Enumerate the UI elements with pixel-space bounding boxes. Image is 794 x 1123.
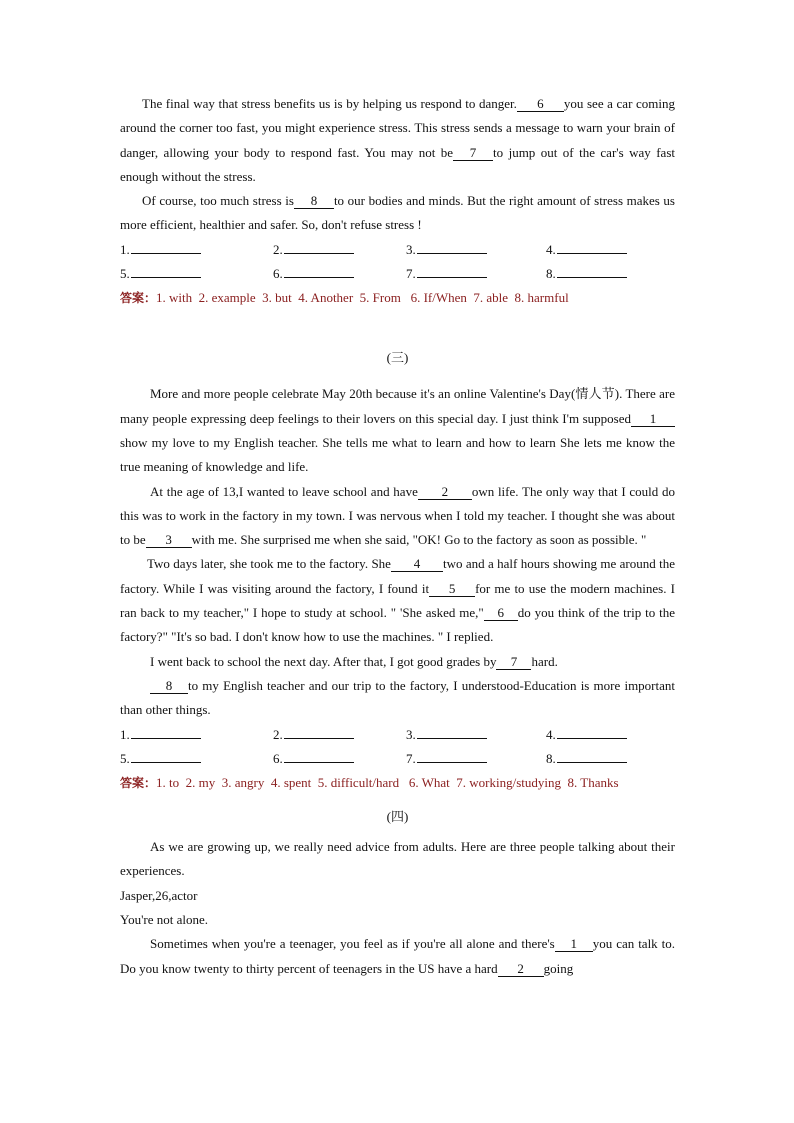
paragraph: As we are growing up, we really need advice from adults. Here are three people talking about their experiences. <box>120 839 675 879</box>
answer-blank[interactable]: 8 <box>294 193 334 209</box>
document-page <box>120 92 675 981</box>
answer-line[interactable] <box>131 263 201 278</box>
answer-blank[interactable]: 1 <box>555 936 593 952</box>
answer-line[interactable] <box>417 239 487 254</box>
answer-line[interactable] <box>284 724 354 739</box>
paragraph: Of course, too much stress is 8 to our bodies and minds. But the right amount of stress makes us more efficient, healthier and safer. So, don't refuse stress ! <box>120 193 675 233</box>
answer-line[interactable] <box>557 263 627 278</box>
answer-line[interactable] <box>284 748 354 763</box>
answer-blank[interactable]: 4 <box>391 556 443 572</box>
answer-blank[interactable]: 8 <box>150 678 188 694</box>
answer-line[interactable] <box>131 748 201 763</box>
paragraph: I went back to school the next day. After that, I got good grades by 7 hard. <box>150 653 558 669</box>
answer-blank[interactable]: 1 <box>631 411 675 427</box>
answer-line[interactable] <box>557 724 627 739</box>
answer-blank[interactable]: 2 <box>418 484 472 500</box>
answer-blank[interactable]: 6 <box>484 605 518 621</box>
section-heading: (三) <box>386 350 409 366</box>
answer-lines: 1. 2. 3. 4. 5. 6. 7. 8. <box>120 723 675 772</box>
answer-line[interactable] <box>284 263 354 278</box>
paragraph: At the age of 13,I wanted to leave school and have 2 own life. The only way that I could do this was to work in the factory in my town. I was nervous when I told my teacher. I thought she was about to be 3 with me. She surprised me when she said, "OK! Go to the factory as soon as possible. " <box>120 483 675 548</box>
answer-line[interactable] <box>557 239 627 254</box>
answer-key: 答案：1. to 2. my 3. angry 4. spent 5. difficult/hard 6. What 7. working/studying 8. Thanks <box>120 775 619 791</box>
answer-line[interactable] <box>131 724 201 739</box>
paragraph: More and more people celebrate May 20th because it's an online Valentine's Day(情人节). There are many people expressing deep feelings to their lovers on this special day. I just think I'm supposed 1show my love to my English teacher. She tells me what to learn and how to learn She lets me know the true meaning of knowledge and life. <box>120 386 675 475</box>
answer-blank[interactable]: 7 <box>453 145 493 161</box>
answer-line[interactable] <box>417 724 487 739</box>
paragraph: The final way that stress benefits us is by helping us respond to danger. 6 you see a car coming around the corner too fast, you might experience stress. This stress sends a message to warn your brain of danger, allowing your body to respond fast. You may not be 7 to jump out of the car's way fast enough without the stress. <box>120 96 675 184</box>
answer-line[interactable] <box>131 239 201 254</box>
answer-blank[interactable]: 6 <box>517 96 564 112</box>
paragraph: Two days later, she took me to the factory. She 4 two and a half hours showing me around the factory. While I was visiting around the factory, I found it 5 for me to use the modern machines. I ran back to my teacher," I hope to study at school. " 'She asked me," 6 do you think of the trip to the factory?" "It's so bad. I don't know how to use the machines. " I replied. <box>120 556 676 645</box>
paragraph: 8 to my English teacher and our trip to the factory, I understood-Education is more important than other things. <box>120 677 675 718</box>
answer-blank[interactable]: 7 <box>496 654 531 670</box>
answer-line[interactable] <box>557 748 627 763</box>
section-heading: (四) <box>386 809 409 825</box>
section-title: You're not alone. <box>120 912 209 928</box>
answer-blank[interactable]: 2 <box>498 961 544 977</box>
answer-key: 答案：1. with 2. example 3. but 4. Another 5. From 6. If/When 7. able 8. harmful <box>120 290 569 306</box>
answer-blank[interactable]: 3 <box>146 532 192 548</box>
answer-line[interactable] <box>417 263 487 278</box>
answer-line[interactable] <box>417 748 487 763</box>
answer-lines: 1. 2. 3. 4. 5. 6. 7. 8. <box>120 238 675 287</box>
answer-blank[interactable]: 5 <box>429 581 475 597</box>
speaker-line: Jasper,26,actor <box>120 887 198 903</box>
paragraph: Sometimes when you're a teenager, you feel as if you're all alone and there's 1 you can talk to. Do you know twenty to thirty percent of teenagers in the US have a hard 2 going <box>120 936 675 976</box>
answer-line[interactable] <box>284 239 354 254</box>
